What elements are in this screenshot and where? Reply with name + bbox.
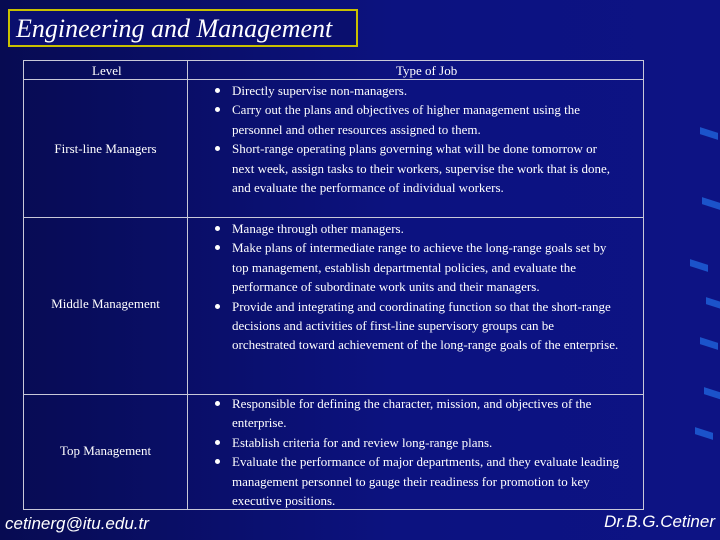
decorative-dash xyxy=(690,259,708,272)
bullet-icon xyxy=(215,401,220,406)
level-first-line-managers: First-line Managers xyxy=(54,141,157,156)
list-item: Establish criteria for and review long-range plans. xyxy=(209,433,619,452)
job-list-middle xyxy=(209,219,619,355)
bullet-icon xyxy=(215,304,220,309)
decorative-dash xyxy=(700,127,718,140)
list-item: Evaluate the performance of major departments, and they evaluate leading management personnel to gauge their readiness for promotion to key executive positions. xyxy=(209,452,619,510)
decorative-dash xyxy=(706,297,720,310)
footer-email: cetinerg@itu.edu.tr xyxy=(5,514,149,533)
list-item: Short-range operating plans governing what will be done tomorrow or next week, assign tasks to their workers, supervise the work that is done, and evaluate the performance of individual workers. xyxy=(209,139,619,197)
bullet-icon xyxy=(215,440,220,445)
list-item: Make plans of intermediate range to achieve the long-range goals set by top management, establish departmental policies, and evaluate the performance of subordinate work units and their managers. xyxy=(209,238,619,296)
management-levels-table xyxy=(23,60,644,510)
header-divider xyxy=(24,79,643,80)
title-box xyxy=(8,9,358,47)
footer-author: Dr.B.G.Cetiner xyxy=(604,512,715,531)
bullet-icon xyxy=(215,107,220,112)
list-item: Provide and integrating and coordinating function so that the short-range decisions and activities of first-line supervisory groups can be orchestrated toward achievement of the long-range goals of the enterprise. xyxy=(209,297,619,355)
column-divider xyxy=(187,61,188,509)
decorative-dash xyxy=(704,387,720,400)
bullet-icon xyxy=(215,146,220,151)
job-list-first-line xyxy=(209,81,619,197)
bullet-icon xyxy=(215,459,220,464)
level-top-management: Top Management xyxy=(59,443,152,458)
row-divider xyxy=(24,217,643,218)
bullet-icon xyxy=(215,226,220,231)
job-list-top xyxy=(209,394,619,510)
header-type-of-job: Type of Job xyxy=(396,63,458,78)
list-item: Directly supervise non-managers. xyxy=(209,81,619,100)
header-level: Level xyxy=(92,63,122,78)
decorative-dash xyxy=(700,337,718,350)
decorative-dash xyxy=(702,197,720,210)
list-item: Manage through other managers. xyxy=(209,219,619,238)
level-middle-management: Middle Management xyxy=(51,296,160,311)
decorative-dash xyxy=(695,427,713,440)
list-item: Carry out the plans and objectives of higher management using the personnel and other resources assigned to them. xyxy=(209,100,619,139)
slide-title: Engineering and Management xyxy=(16,14,333,43)
bullet-icon xyxy=(215,245,220,250)
list-item: Responsible for defining the character, mission, and objectives of the enterprise. xyxy=(209,394,619,433)
bullet-icon xyxy=(215,88,220,93)
